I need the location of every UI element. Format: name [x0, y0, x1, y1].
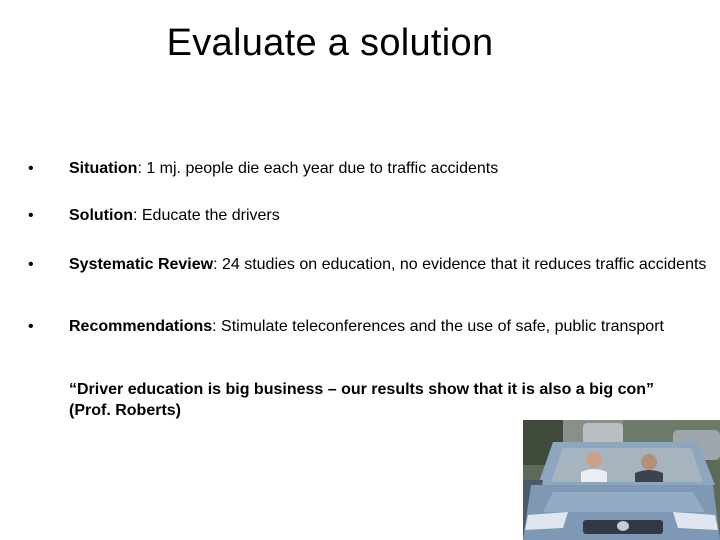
bullet-marker: • — [28, 318, 34, 335]
quote — [69, 379, 714, 421]
bullet-text — [69, 317, 714, 337]
bullet-body: : 24 studies on education, no evidence that it reduces traffic accidents — [213, 256, 707, 273]
bullet-text — [69, 255, 714, 275]
car-photo — [523, 420, 720, 540]
bullet-term: Situation — [69, 160, 138, 177]
quote-text: “Driver education is big business – our results show that it is also a big con” — [69, 381, 655, 398]
bullet-body: : Stimulate teleconferences and the use of safe, public transport — [212, 318, 664, 335]
bullet-body: : Educate the drivers — [132, 207, 280, 224]
bullet-term: Solution — [69, 207, 133, 224]
bullet-marker: • — [28, 160, 34, 177]
bullet-marker: • — [28, 207, 34, 224]
bullet-text — [69, 206, 714, 226]
slide-title: Evaluate a solution — [166, 22, 494, 64]
bullet-marker: • — [28, 256, 34, 273]
bullet-body: : 1 mj. people die each year due to traffic accidents — [137, 160, 499, 177]
bullet-term: Systematic Review — [69, 256, 214, 273]
bullet-term: Recommendations — [69, 318, 213, 335]
quote-attribution: (Prof. Roberts) — [69, 402, 181, 419]
car-photo-illustration — [523, 420, 720, 540]
bullet-text — [69, 159, 714, 179]
